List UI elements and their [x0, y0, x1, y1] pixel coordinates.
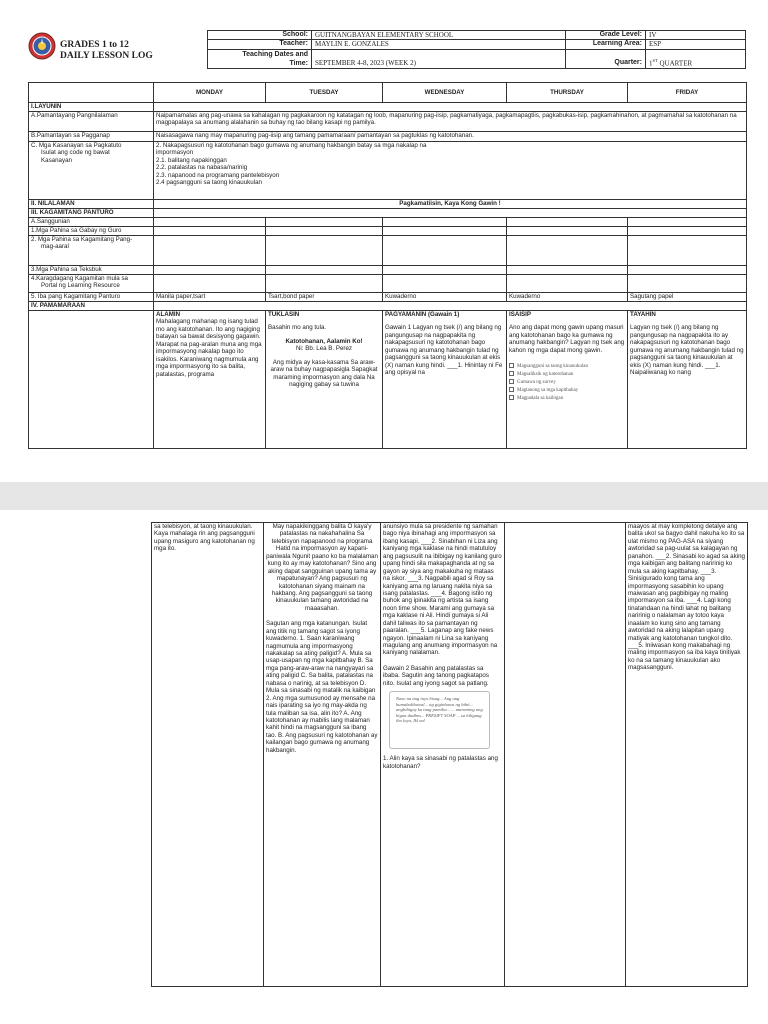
empty-cell	[154, 227, 266, 236]
empty-cell	[383, 275, 507, 293]
option-label: Magpadala sa kaibigan	[517, 396, 564, 402]
school-label: School:	[208, 31, 312, 40]
karagdagang-label-1: 4.Karagdagang Kagamitan mula sa	[31, 275, 129, 282]
empty-cell	[383, 227, 507, 236]
tuklasin-intro: Basahin mo ang tula.	[268, 324, 327, 332]
empty-cell	[154, 236, 266, 266]
quarter-sup: ST	[652, 58, 658, 64]
iba-friday: Sagutang papel	[628, 293, 747, 302]
kagamitan-cell	[154, 209, 747, 218]
grade-value: IV	[646, 31, 746, 40]
empty-cell	[628, 227, 747, 236]
p2-monday	[152, 523, 264, 987]
kasanayan-line-2: impormasyon	[156, 149, 194, 157]
gawain-2-question: 1. Alin kaya sa sinasabi ng patalastas ang katotohanan?	[383, 755, 498, 770]
proc-wednesday	[383, 311, 507, 449]
empty-cell	[154, 266, 266, 275]
lesson-table	[28, 82, 747, 449]
empty-cell	[628, 218, 747, 227]
pagganap-text: Naisasagawa nang may mapanuring pag-iisip ang tamang pamamaraan/ pamantayan sa pagtuklas ng katotohanan.	[154, 132, 747, 142]
isaisip-title: ISAISIP	[509, 311, 532, 318]
advertisement-image: Naso na ang inyo bisag... Ang ang bumabalibuwal... ng giginhawa ng bibit... angbibigay ka tang pamilia... ... maraming ang bigna dudbos... PRESIFT SOAP ... sa hiligang ibo laya, Ikl na!	[389, 691, 490, 749]
iba-tuesday: Tsart,bond paper	[266, 293, 383, 302]
empty-cell	[154, 275, 266, 293]
p2-wednesday	[381, 523, 505, 987]
kagamitang-label	[29, 236, 154, 266]
page-1	[0, 0, 768, 482]
empty-cell	[154, 218, 266, 227]
title-line-1: GRADES 1 to 12	[60, 40, 129, 50]
kasanayan-text	[154, 142, 747, 200]
empty-cell	[628, 266, 747, 275]
option-item	[509, 370, 625, 378]
checkbox-icon	[509, 387, 514, 392]
empty-cell	[383, 266, 507, 275]
dates-label	[208, 49, 312, 68]
checkbox-icon	[509, 371, 514, 376]
isaisip-body: Ano ang dapat mong gawin upang masuri ang katotohanan bago ka gumawa ng anumang hakbangin? Lagyan ng tsek ang kahon ng mga dapat mong gawin.	[509, 324, 625, 354]
kasanayan-line-3: 2.1. balitang napakinggan	[156, 156, 227, 164]
quarter-text: QUARTER	[657, 59, 693, 68]
kagamitang-label-2: mag-aaral	[41, 243, 69, 251]
pangnilalaman-text: Naipamamalas ang pag-unawa sa kahalagan ng pagkakaroon ng katatagan ng loob, mapanuring pag-iisip, pagkamatiyaga, pagkamapagtiis, pagkabukas-isip, pagkamahinahon, at pagmamahal sa katotohanan na magpapalaya sa anumang alalahanin sa buhay ng tao bilang kasapi ng pamilya.	[154, 112, 747, 132]
teksbuk-label: 3.Mga Pahina sa Teksbuk	[29, 266, 154, 275]
empty-cell	[628, 275, 747, 293]
p2-friday	[626, 523, 748, 987]
pagyamanin-continued: anunsiyo mula sa presidente ng samahan bago niya ibinahagi ang impormasyon sa ibang kasapi. ___2. Sinabihan ni Liza ang kaniyang mga kaklase na hindi matutuloy ang pagsusulit na ibibigay ng kanilang guro upang hindi sila makapaghanda at ng sa gayon ay siya ang makakuha ng mataas na iskor. ___3. Nagpabili agad si Roy sa kaniyang ama ng laruang nakita niya sa isang patalastas. ___4. Bagong istilo ng buhok ang ipinakita ng artista sa isang noon time show. Marami ang gumaya sa mga kaklase ni Ali. Hindi gumaya si Ali dahil taliwas ito sa pamantayan ng paaralan. ___5. Laganap ang fake news ngayon. Ipinaalam ni Lina sa kaniyang magulang ang anumang impormasyon na kaniyang nalalaman.	[383, 523, 502, 657]
kagamitang-label-1: 2. Mga Pahina sa Kagamitang Pang-	[31, 236, 133, 243]
day-wednesday: WEDNESDAY	[383, 83, 507, 103]
checkbox-icon	[509, 379, 514, 384]
info-table	[207, 30, 746, 69]
procedure-row	[29, 311, 747, 449]
pamamaraan-label: IV. PAMAMARAAN	[29, 302, 154, 311]
kasanayan-label-3: Kasanayan	[41, 156, 72, 164]
teacher-value: MAYLIN E. GONZALES	[312, 40, 566, 49]
page-gap	[0, 482, 768, 510]
iba-thursday: Kuwaderno	[507, 293, 628, 302]
empty-cell	[507, 218, 628, 227]
poem-continued: May napakikinggang balita O kaya'y patalastas na nakahahalina Sa telebisyon napapanood na programa Hatid na impormasyon ay kapani-paniwala Ngunit paano ko ba malalaman kung ito ay may katotohanan? Sino ang aking dapat sangguinan upang tama ay mapatunayan? Ang pagsusuri ng katotohanan siyang mainam na hakbang. Ang pagsangguni sa taong kinauukulan tamang awtoridad na maaasahan.	[266, 523, 378, 612]
iba-wednesday: Kuwaderno	[383, 293, 507, 302]
iba-monday: Manila paper,tsart	[154, 293, 266, 302]
alamin-body: Mahalagang mahanap ng isang tulad mo ang katotohanan. Ito ang nagiging batayan sa bawat desisyong gagawin. Marapat na pag-aralan muna ang mga impormasyong nakalap bago ito isakilos. Karaniwang nagmumula ang mga impormasyong ito sa balita, patalastas, programa	[156, 318, 262, 378]
poem-author: Ni: Bb. Lea B. Perez	[295, 345, 353, 353]
quarter-label: Quarter:	[566, 49, 646, 68]
kasanayan-label	[29, 142, 154, 200]
isaisip-options	[509, 362, 625, 402]
option-item	[509, 378, 625, 386]
gabay-label: 1.Mga Pahina sa Gabay ng Guro	[29, 227, 154, 236]
alamin-title: ALAMIN	[156, 311, 181, 318]
option-item	[509, 362, 625, 370]
school-value: GUITNANGBAYAN ELEMENTARY SCHOOL	[312, 31, 566, 40]
tayahin-continued: maayos at may kompletong detalye ang balita ukol sa bagyo dahil nakuha ko ito sa ulat mismo ng PAG-ASA na siyang awtoridad sa pag-uulat sa kalagayan ng panahon. ___2. Sinasabi ko agad sa aking mga kaibigan ang balitang naririnig ko mula sa aking kapitbahay. ___3. Sinisigurado kong tama ang impormasyong sasabihin ko upang maiwasan ang pagbibigay ng maling impormasyon sa iba. ___4. Lagi kong tinatandaan na hindi lahat ng balitang naririnig o nalalaman ay totoo kaya inaalam ko kung sino ang tamang awtoridad na aking lalapitan upang matiyak ang katotohanan tungkol dito. ___5. Iniiwasan kong makabahagi ng maling impormasyon sa iba kaya tinitiyak ko na sa tamang kinauukulan ako magsasangguni.	[628, 523, 745, 672]
p2-thursday	[505, 523, 626, 987]
kasanayan-line-1: 2. Nakapagsusuri ng katotohanan bago gumawa ng anumang hakbangin batay sa mga nakalap na	[156, 142, 427, 149]
karagdagang-label	[29, 275, 154, 293]
layunin-cell	[154, 103, 747, 112]
poem-title: Katotohanan, Aalamin Ko!	[285, 337, 363, 345]
poem-stanza-1: Ang midya ay kasa-kasama Sa araw-araw na buhay nagpapasigla Sapagkat maraming impormasyon ang dala Na nagiging gabay sa tuwina	[270, 358, 378, 389]
kasanayan-label-2: Isulat ang code ng bawat	[41, 149, 110, 157]
quarter-value	[646, 49, 746, 68]
proc-monday	[154, 311, 266, 449]
sanggunian-label: A.Sanggunian	[29, 218, 154, 227]
proc-thursday	[507, 311, 628, 449]
corner-cell	[29, 83, 154, 103]
alamin-continued: sa telebisyon, at taong kinauukulan. Kaya mahalaga rin ang pagsangguni upang masiguro ang katotohanan ng mga ito.	[154, 523, 255, 553]
tayahin-title: TAYAHIN	[630, 311, 656, 318]
proc-tuesday	[266, 311, 383, 449]
empty-cell	[628, 236, 747, 266]
procedure-empty	[29, 311, 154, 449]
tayahin-body: Lagyan ng tsek (/) ang bilang ng pangungusap na nagpapakita ito ay nakapagsusuri ng katotohanan bago gumawa ng anumang hakbangin tulad ng pagsangguni sa taong kinauukulan at ekis (X) naman kung hindi. ___1. Naipaliwanag ko nang	[630, 324, 744, 377]
tuklasin-title: TUKLASIN	[268, 311, 300, 318]
day-thursday: THURSDAY	[507, 83, 628, 103]
tuklasin-questions: Sagutan ang mga katanungan. Isulat ang titik ng tamang sagot sa iyong kuwaderno. 1. Saan karaniwang nagmumula ang impormasyong nakakalap sa ating paligid? A. Mula sa usap-usapan ng mga kapitbahay B. Sa mga pang-araw-araw na nangyayari sa ating paligid C. Sa balita, patalastas na nabasa o narinig, at sa telebisyon D. Mula sa sinasabi ng matalik na kaibigan 2. Ang mga sumusunod ay mensahe na nais iparating sa iyo ng may-akda ng tula maliban sa isa, alin ito? A. Ang katotohanan ay mabilis lang malaman kahit hindi na magsangguni sa ibang tao. B. Ang pagsusuri ng katotohanan ay kailangan bago gumawa ng anumang hakbangin.	[266, 620, 378, 754]
kasanayan-label-1: C. Mga Kasanayan sa Pagkatuto	[31, 142, 122, 149]
layunin-label: I.LAYUNIN	[29, 103, 154, 112]
empty-cell	[383, 236, 507, 266]
day-tuesday: TUESDAY	[266, 83, 383, 103]
title-line-2: DAILY LESSON LOG	[60, 51, 153, 61]
empty-cell	[507, 275, 628, 293]
empty-cell	[266, 266, 383, 275]
option-label: Gumawa ng survey	[517, 380, 556, 386]
pagyamanin-title: PAGYAMANIN (Gawain 1)	[385, 311, 460, 318]
pangnilalaman-label: A.Pamantayang Pangnilalaman	[29, 112, 154, 132]
teacher-label: Teacher:	[208, 40, 312, 49]
area-label: Learning Area:	[566, 40, 646, 49]
deped-seal-icon	[28, 32, 56, 60]
dates-label-1: Teaching Dates and	[242, 50, 308, 58]
pamamaraan-cell	[154, 302, 747, 311]
pagganap-label: B.Pamantayan sa Pagganap	[29, 132, 154, 142]
empty-cell	[507, 227, 628, 236]
day-header-row	[29, 83, 747, 103]
checkbox-icon	[509, 363, 514, 368]
day-monday: MONDAY	[154, 83, 266, 103]
empty-cell	[266, 236, 383, 266]
dates-label-2: Time:	[289, 59, 308, 67]
empty-cell	[507, 236, 628, 266]
checkbox-icon	[509, 395, 514, 400]
log-title	[60, 40, 153, 62]
empty-cell	[266, 275, 383, 293]
quarter-num: 1	[649, 59, 653, 68]
dates-value: SEPTEMBER 4-8, 2023 (WEEK 2)	[312, 49, 566, 68]
kagamitan-label: III. KAGAMITANG PANTURO	[29, 209, 154, 218]
grade-label: Grade Level:	[566, 31, 646, 40]
option-item	[509, 394, 625, 402]
empty-cell	[266, 227, 383, 236]
nilalaman-text: Pagkamatiisin, Kaya Kong Gawin !	[154, 200, 747, 209]
proc-friday	[628, 311, 747, 449]
day-friday: FRIDAY	[628, 83, 747, 103]
option-label: Magtanong sa mga kapitbahay	[517, 388, 579, 394]
empty-cell	[266, 218, 383, 227]
nilalaman-label: II. NILALAMAN	[29, 200, 154, 209]
option-label: Magsaliksik ng katotohanan	[517, 372, 574, 378]
pagyamanin-body: Gawain 1 Lagyan ng tsek (/) ang bilang ng pangungusap na nagpapakita ng nakapagsusuri ng katotohanan bago gumawa ng anumang hakbangin tulad ng pagsangguni sa taong kinauukulan at ekis (X) naman kung hindi. ___1. Hinintay ni Fe ang opisyal na	[385, 324, 503, 377]
option-item	[509, 386, 625, 394]
gawain-2: Gawain 2 Basahin ang patalastas sa ibaba. Sagutin ang tanong pagkatapos nito. Isulat ang iyong sagot sa patlang.	[383, 664, 489, 687]
area-value: ESP	[646, 40, 746, 49]
iba-label: 5. Iba pang Kagamitang Panturo	[29, 293, 154, 302]
kasanayan-line-6: 2.4 pagsangguni sa taong kinauukulan	[156, 179, 262, 187]
page-2	[0, 510, 768, 1024]
kasanayan-line-5: 2.3. napanood na programang pantelebisyon	[156, 171, 280, 179]
lesson-table-continued	[151, 522, 748, 987]
option-label: Magsangguni sa taong kinauukulan	[517, 364, 588, 370]
empty-cell	[383, 218, 507, 227]
karagdagang-label-2: Portal ng Learning Resource	[41, 282, 120, 290]
kasanayan-line-4: 2.2. patalastas na nabasa/narinig	[156, 164, 248, 172]
p2-tuesday	[264, 523, 381, 987]
empty-cell	[507, 266, 628, 275]
